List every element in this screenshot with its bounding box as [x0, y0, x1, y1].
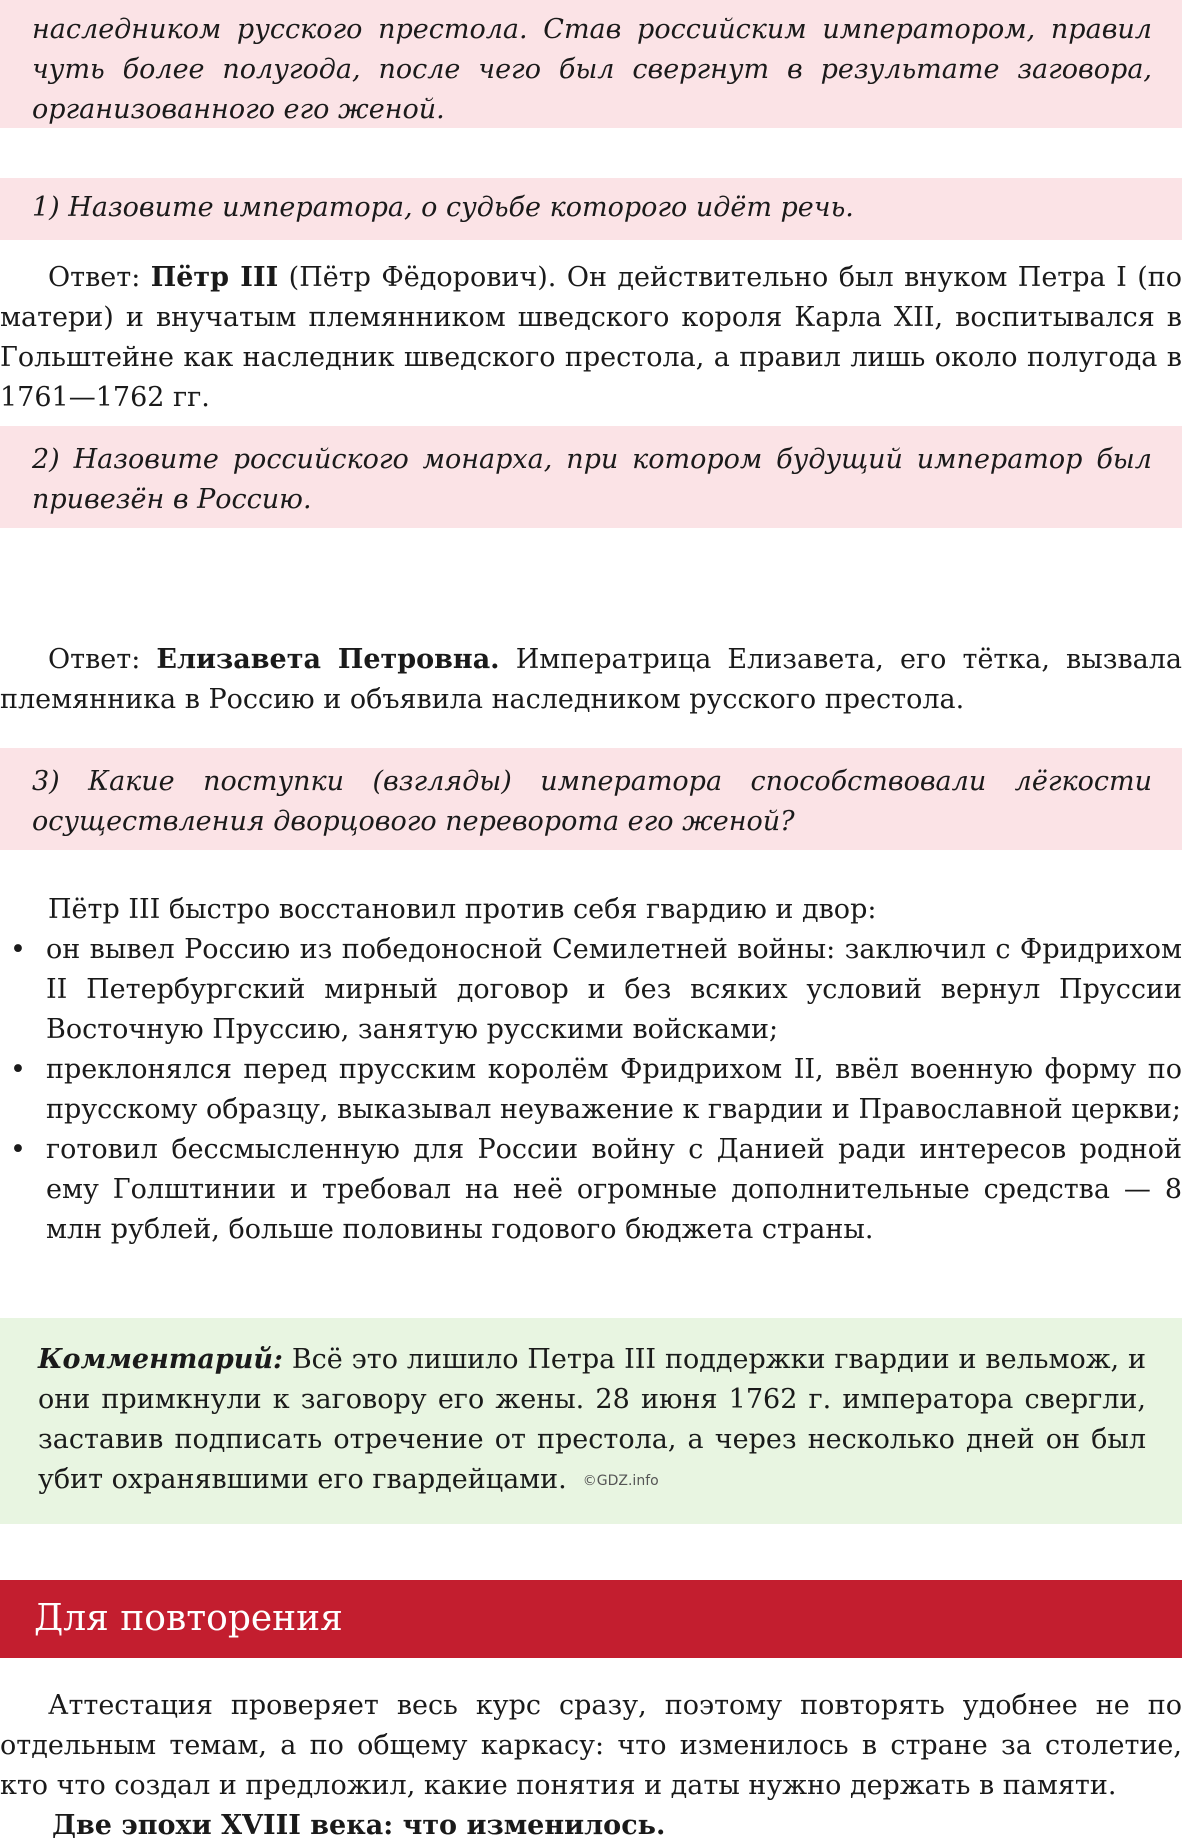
review-text: Аттестация проверяет весь курс сразу, поэтому повторять удобнее не по отдельным темам, а по общему каркасу: что изменилось в стране за столетие, кто что создал и предложил, какие понятия и даты нужно держать в памяти. — [0, 1690, 1182, 1801]
answer-1-prefix: Ответ: — [48, 262, 151, 293]
bullet-icon: • — [10, 934, 26, 965]
list-item — [0, 1130, 1182, 1250]
subheading: Две эпохи XVIII века: что изменилось. — [52, 1810, 666, 1841]
answer-2-rest: Императрица Елизавета, его тётка, вызвала племянника в Россию и объявила наследником русского престола. — [0, 644, 1182, 715]
comment-text — [0, 1340, 1182, 1501]
list-item — [0, 1050, 1182, 1130]
answer-2-text — [0, 640, 1182, 720]
answer-2-bold: Елизавета Петровна. — [156, 644, 500, 675]
answer-3-lead: Пётр III быстро восстановил против себя гвардию и двор: — [48, 894, 877, 925]
answer-3-block — [0, 890, 1182, 1250]
section-title: Для повторения — [34, 1598, 343, 1639]
comment-body: Всё это лишило Петра III поддержки гвардии и вельмож, и они примкнули к заговору его жены. 28 июня 1762 г. императора свергли, заставив подписать отречение от престола, а через несколько дней он был убит охранявшими его гвардейцами. — [38, 1344, 1146, 1495]
answer-1-bold: Пётр III — [150, 262, 279, 293]
question-1-text: 1) Назовите императора, о судьбе которого идёт речь. — [32, 192, 854, 223]
intro-text: наследником русского престола. Став российским императором, правил чуть более полугода, после чего был свергнут в результате заговора, организованного его женой. — [32, 14, 1152, 125]
section-header — [0, 1580, 1182, 1658]
list-item — [0, 930, 1182, 1050]
list-item-text: он вывел Россию из победоносной Семилетней войны: заключил с Фридрихом II Петербургский мирный договор и без всяких условий вернул Пруссии Восточную Пруссию, занятую русскими войсками; — [46, 934, 1182, 1045]
question-3-text: 3) Какие поступки (взгляды) императора способствовали лёгкости осуществления дворцового переворота его женой? — [32, 766, 1152, 837]
list-item-text: преклонялся перед прусским королём Фридрихом II, ввёл военную форму по прусскому образцу, выказывал неуважение к гвардии и Православной церкви; — [46, 1054, 1182, 1125]
answer-1-text — [0, 258, 1182, 418]
answer-3-list — [0, 930, 1182, 1250]
bullet-icon: • — [10, 1054, 26, 1085]
answer-1-rest: (Пётр Фёдорович). Он действительно был внуком Петра I (по матери) и внучатым племянником шведского короля Карла XII, воспитывался в Гольштейне как наследник шведского престола, а правил лишь около полугода в 1761—1762 гг. — [0, 262, 1182, 413]
list-item-text: готовил бессмысленную для России войну с Данией ради интересов родной ему Голштинии и требовал на неё огромные дополнительные средства — 8 млн рублей, больше половины годового бюджета страны. — [46, 1134, 1182, 1245]
gdz-badge: ©GDZ.info — [582, 1472, 659, 1489]
comment-block — [0, 1318, 1182, 1524]
answer-2-text-block-main — [0, 640, 1182, 720]
question-3-block — [0, 748, 1182, 850]
question-2-block — [0, 426, 1182, 528]
comment-label: Комментарий: — [38, 1344, 283, 1375]
question-1-block — [0, 178, 1182, 240]
intro-block — [0, 0, 1182, 128]
question-2-text: 2) Назовите российского монарха, при котором будущий император был привезён в Россию. — [32, 444, 1152, 515]
answer-2-prefix: Ответ: — [48, 644, 157, 675]
review-block — [0, 1686, 1182, 1846]
bullet-icon: • — [10, 1134, 26, 1165]
answer-1-block — [0, 258, 1182, 418]
